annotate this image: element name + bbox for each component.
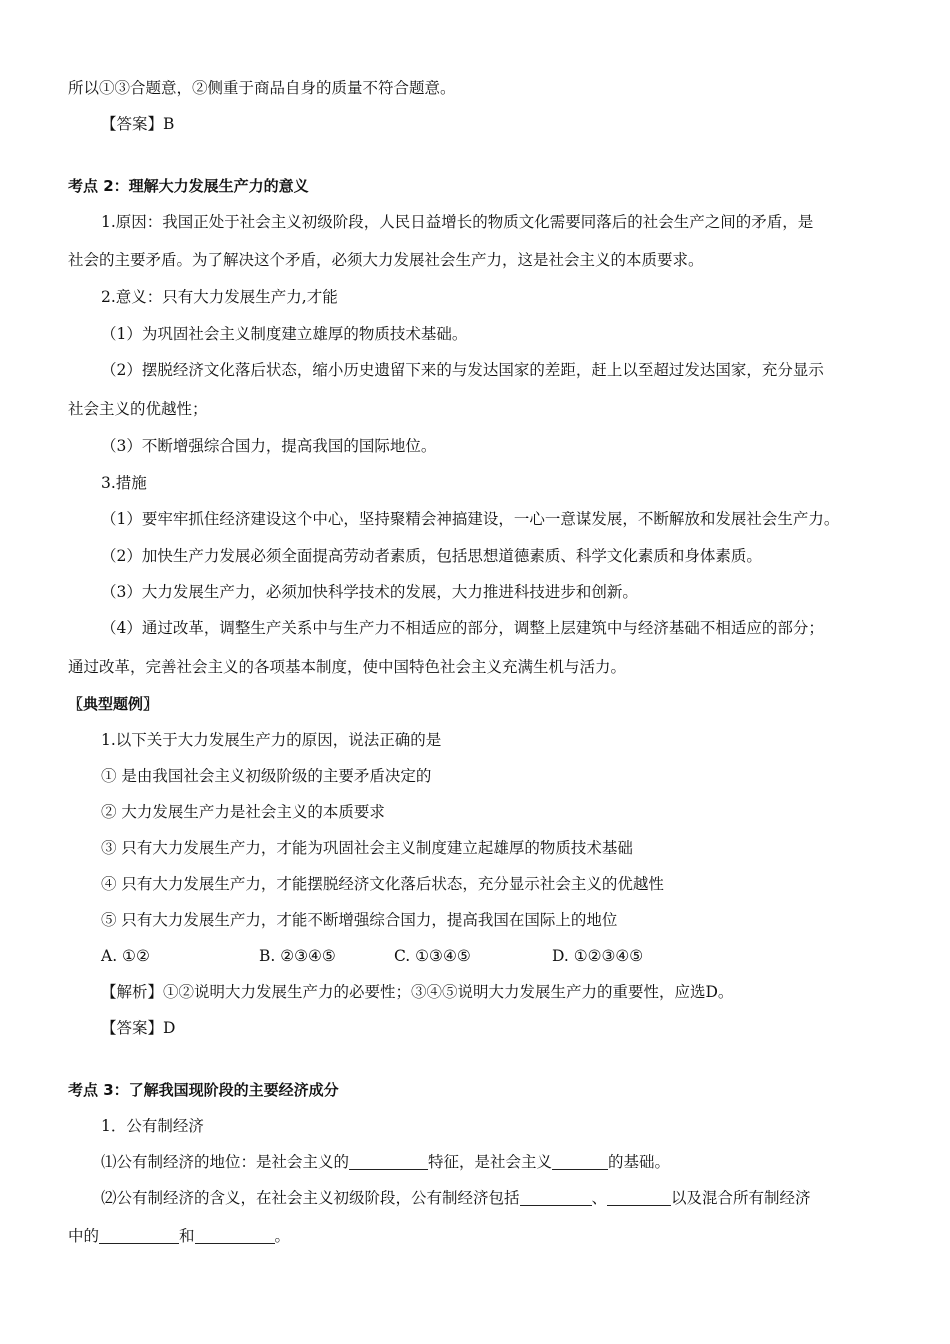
list-item: （3）大力发展生产力，必须加快科学技术的发展，大力推进科技进步和创新。: [101, 583, 638, 601]
text-fragment: 、: [591, 1189, 608, 1207]
text-fragment: 以及混合所有制经济: [671, 1189, 811, 1207]
answer-label: 【答案】B: [101, 115, 175, 133]
list-item: （4）通过改革，调整生产关系中与生产力不相适应的部分，调整上层建筑中与经济基础不相适应的部分；: [101, 619, 824, 637]
option-b: B. ②③④⑤: [259, 947, 336, 965]
option-d: D. ①②③④⑤: [552, 947, 644, 965]
subsection-title: 1．公有制经济: [101, 1117, 204, 1135]
paragraph-line: 社会主义的优越性；: [68, 400, 208, 418]
blank-field[interactable]: [195, 1227, 275, 1244]
question-item: ⑤ 只有大力发展生产力，才能不断增强综合国力，提高我国在国际上的地位: [101, 911, 618, 929]
paragraph-line: 3.措施: [101, 474, 147, 492]
paragraph-line: 1.原因：我国正处于社会主义初级阶段，人民日益增长的物质文化需要同落后的社会生产之间的矛盾，是: [101, 213, 814, 231]
paragraph-line: 通过改革，完善社会主义的各项基本制度，使中国特色社会主义充满生机与活力。: [68, 658, 627, 676]
section-title-kp3: 考点 3：了解我国现阶段的主要经济成分: [68, 1081, 339, 1099]
text-fragment: 中的: [68, 1227, 100, 1245]
example-heading: 〖典型题例〗: [68, 695, 159, 713]
list-item: （1）为巩固社会主义制度建立雄厚的物质技术基础。: [101, 325, 468, 343]
section-title-kp2: 考点 2：理解大力发展生产力的意义: [68, 177, 309, 195]
option-a: A. ①②: [101, 947, 150, 965]
option-c: C. ①③④⑤: [394, 947, 471, 965]
paragraph-line: 2.意义：只有大力发展生产力,才能: [101, 288, 338, 306]
blank-field[interactable]: [99, 1227, 179, 1244]
paragraph-line: 所以①③合题意，②侧重于商品自身的质量不符合题意。: [68, 79, 456, 97]
text-fragment: 。: [274, 1227, 291, 1245]
question-item: ③ 只有大力发展生产力，才能为巩固社会主义制度建立起雄厚的物质技术基础: [101, 839, 633, 857]
blank-field[interactable]: [520, 1189, 592, 1206]
question-text: 1.以下关于大力发展生产力的原因，说法正确的是: [101, 731, 442, 749]
text-fragment: ⑵公有制经济的含义，在社会主义初级阶段，公有制经济包括: [101, 1189, 520, 1207]
text-fragment: ⑴公有制经济的地位：是社会主义的: [101, 1153, 350, 1171]
list-item: （1）要牢牢抓住经济建设这个中心，坚持聚精会神搞建设，一心一意谋发展，不断解放和发展社会生产力。: [101, 510, 840, 528]
list-item: （2）摆脱经济文化落后状态，缩小历史遗留下来的与发达国家的差距，赶上以至超过发达国家，充分显示: [101, 361, 824, 379]
fill-blank-line: [68, 1225, 290, 1247]
fill-blank-line: [101, 1151, 670, 1173]
question-item: ② 大力发展生产力是社会主义的本质要求: [101, 803, 385, 821]
question-item: ① 是由我国社会主义初级阶级的主要矛盾决定的: [101, 767, 432, 785]
fill-blank-line: [101, 1187, 811, 1209]
list-item: （2）加快生产力发展必须全面提高劳动者素质，包括思想道德素质、科学文化素质和身体素质。: [101, 547, 762, 565]
text-fragment: 特征，是社会主义: [428, 1153, 553, 1171]
list-item: （3）不断增强综合国力，提高我国的国际地位。: [101, 437, 437, 455]
text-fragment: 和: [179, 1227, 195, 1245]
blank-field[interactable]: [349, 1153, 428, 1170]
question-item: ④ 只有大力发展生产力，才能摆脱经济文化落后状态，充分显示社会主义的优越性: [101, 875, 664, 893]
blank-field[interactable]: [552, 1153, 608, 1170]
analysis-text: 【解析】①②说明大力发展生产力的必要性；③④⑤说明大力发展生产力的重要性，应选D。: [101, 983, 734, 1001]
answer-label: 【答案】D: [101, 1019, 176, 1037]
text-fragment: 的基础。: [608, 1153, 671, 1171]
paragraph-line: 社会的主要矛盾。为了解决这个矛盾，必须大力发展社会生产力，这是社会主义的本质要求。: [68, 251, 704, 269]
blank-field[interactable]: [607, 1189, 671, 1206]
